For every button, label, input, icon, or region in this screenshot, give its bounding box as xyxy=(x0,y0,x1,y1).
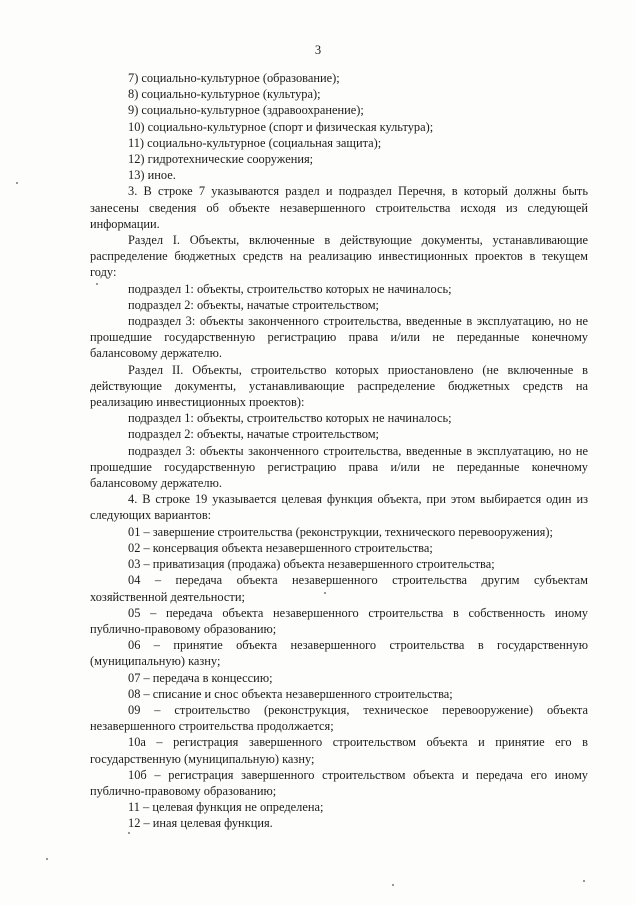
variant-item: 08 – списание и снос объекта незавершенного строительства; xyxy=(128,686,453,701)
variant-item: 09 – строительство (реконструкция, техническое перевооружение) объекта незавершенного строительства продолжается; xyxy=(90,702,588,734)
subsection-item: подраздел 1: объекты, строительство которых не начиналось; xyxy=(128,281,452,296)
variant-item: 10а – регистрация завершенного строительством объекта и принятие его в государственную (муниципальную) казну; xyxy=(90,735,588,766)
section-1-heading: Раздел I. Объекты, включенные в действующие документы, устанавливающие распределение бюджетных средств на реализацию инвестиционных проектов в текущем году: xyxy=(90,233,588,280)
variant-item: 04 – передача объекта незавершенного строительства другим субъектам хозяйственной деятельности; xyxy=(90,573,588,604)
scan-speck xyxy=(16,182,18,184)
subsection-item: подраздел 3: объекты законченного строительства, введенные в эксплуатацию, но не прошедшие государственную регистрацию права и/или не переданные конечному балансовому держателю. xyxy=(90,443,588,491)
subsection-item: подраздел 2: объекты, начатые строительством; xyxy=(128,427,379,442)
subsection-item: подраздел 3: объекты законченного строительства, введенные в эксплуатацию, но не прошедшие государственную регистрацию права и/или не переданные конечному балансовому держателю. xyxy=(90,314,588,361)
document-body xyxy=(90,70,588,832)
variant-item: 12 – иная целевая функция. xyxy=(128,816,273,831)
scan-speck xyxy=(96,283,98,285)
list-item: 12) гидротехнические сооружения; xyxy=(128,152,314,167)
scan-speck xyxy=(128,832,130,834)
variant-item: 10б – регистрация завершенного строительством объекта и передача его иному публично-правовому образованию; xyxy=(90,767,588,798)
variant-item: 03 – приватизация (продажа) объекта незавершенного строительства; xyxy=(128,557,495,572)
list-item: 10) социально-культурное (спорт и физическая культура); xyxy=(128,119,434,134)
list-item: 9) социально-культурное (здравоохранение); xyxy=(128,103,364,118)
paragraph-4: 4. В строке 19 указывается целевая функция объекта, при этом выбирается один из следующих вариантов: xyxy=(90,492,588,523)
variant-item: 06 – принятие объекта незавершенного строительства в государственную (муниципальную) казну; xyxy=(90,638,588,669)
section-2-heading: Раздел II. Объекты, строительство которых приостановлено (не включенные в действующие документы, устанавливающие распределение бюджетных средств на реализацию инвестиционных проектов): xyxy=(90,362,588,410)
list-item: 11) социально-культурное (социальная защита); xyxy=(128,135,382,150)
scan-speck xyxy=(392,884,394,886)
variant-item: 01 – завершение строительства (реконструкции, технического перевооружения); xyxy=(128,524,553,539)
paragraph-3: 3. В строке 7 указываются раздел и подраздел Перечня, в который должны быть занесены сведения об объекте незавершенного строительства исходя из следующей информации. xyxy=(90,184,588,231)
list-item: 7) социально-культурное (образование); xyxy=(128,71,340,85)
variant-item: 11 – целевая функция не определена; xyxy=(128,800,324,815)
variant-item: 07 – передача в концессию; xyxy=(128,670,273,685)
list-item: 8) социально-культурное (культура); xyxy=(128,87,321,102)
scan-speck xyxy=(583,880,585,882)
page-number: 3 xyxy=(314,43,322,57)
scan-speck xyxy=(324,592,326,594)
subsection-item: подраздел 1: объекты, строительство которых не начиналось; xyxy=(128,411,452,426)
list-item: 13) иное. xyxy=(128,168,176,183)
subsection-item: подраздел 2: объекты, начатые строительством; xyxy=(128,297,379,312)
variant-item: 02 – консервация объекта незавершенного строительства; xyxy=(128,540,433,555)
variant-item: 05 – передача объекта незавершенного строительства в собственность иному публично-правовому образованию; xyxy=(90,605,588,636)
scan-speck xyxy=(46,858,48,860)
